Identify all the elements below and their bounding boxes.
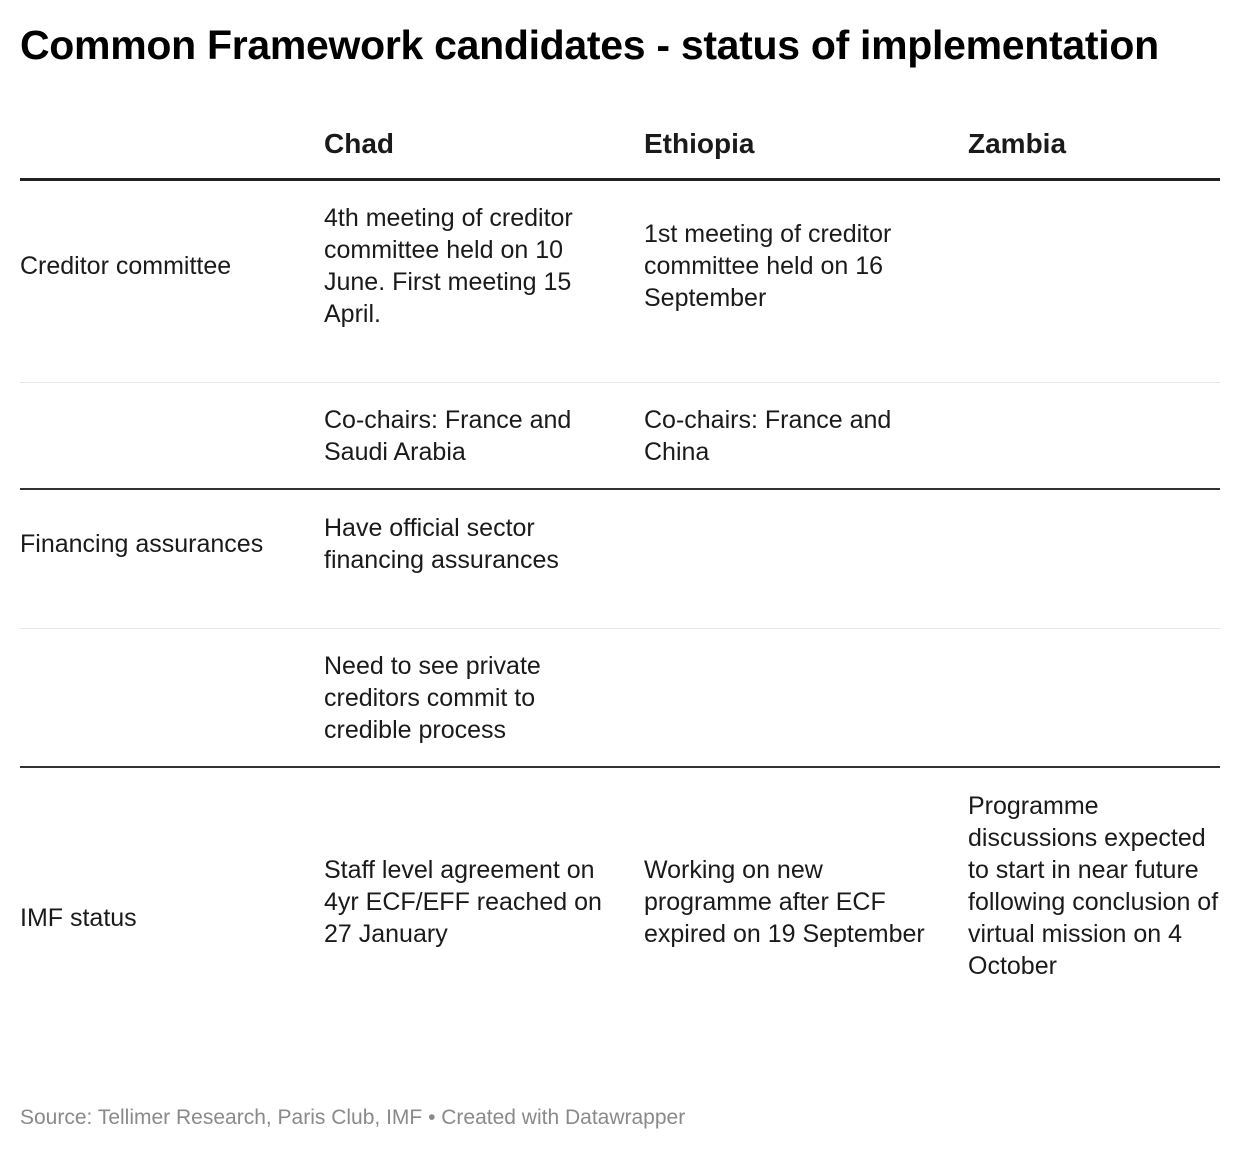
row-label-imf-status: IMF status bbox=[20, 904, 137, 932]
row-divider bbox=[20, 382, 1220, 383]
table-header bbox=[20, 120, 1220, 168]
cell-chad-imf-status: Staff level agreement on 4yr ECF/EFF reached on 27 January bbox=[324, 856, 602, 948]
cell-ethiopia-imf-status: Working on new programme after ECF expired on 19 September bbox=[644, 856, 925, 948]
cell-chad-creditor-committee: 4th meeting of creditor committee held on 10 June. First meeting 15 April. bbox=[324, 204, 573, 328]
cell-zambia-imf-status: Programme discussions expected to start in near future following conclusion of virtual mission on 4 October bbox=[968, 792, 1219, 980]
cell-chad-financing-assurances: Have official sector financing assurances bbox=[324, 514, 559, 574]
page-title: Common Framework candidates - status of implementation bbox=[20, 22, 1159, 68]
group-divider bbox=[20, 488, 1220, 490]
row-label-creditor-committee: Creditor committee bbox=[20, 252, 232, 280]
cell-chad-cochairs: Co-chairs: France and Saudi Arabia bbox=[324, 406, 572, 466]
row-divider bbox=[20, 628, 1220, 629]
source-note: Source: Tellimer Research, Paris Club, IMF • Created with Datawrapper bbox=[20, 1106, 686, 1129]
header-divider bbox=[20, 178, 1220, 181]
column-header-zambia: Zambia bbox=[968, 128, 1067, 159]
column-header-chad: Chad bbox=[324, 128, 394, 159]
cell-ethiopia-creditor-committee: 1st meeting of creditor committee held on 16 September bbox=[644, 220, 892, 312]
row-label-financing-assurances: Financing assurances bbox=[20, 530, 264, 558]
group-divider bbox=[20, 766, 1220, 768]
cell-ethiopia-cochairs: Co-chairs: France and China bbox=[644, 406, 892, 466]
column-header-ethiopia: Ethiopia bbox=[644, 128, 755, 159]
cell-chad-private-creditors: Need to see private creditors commit to credible process bbox=[324, 652, 541, 744]
